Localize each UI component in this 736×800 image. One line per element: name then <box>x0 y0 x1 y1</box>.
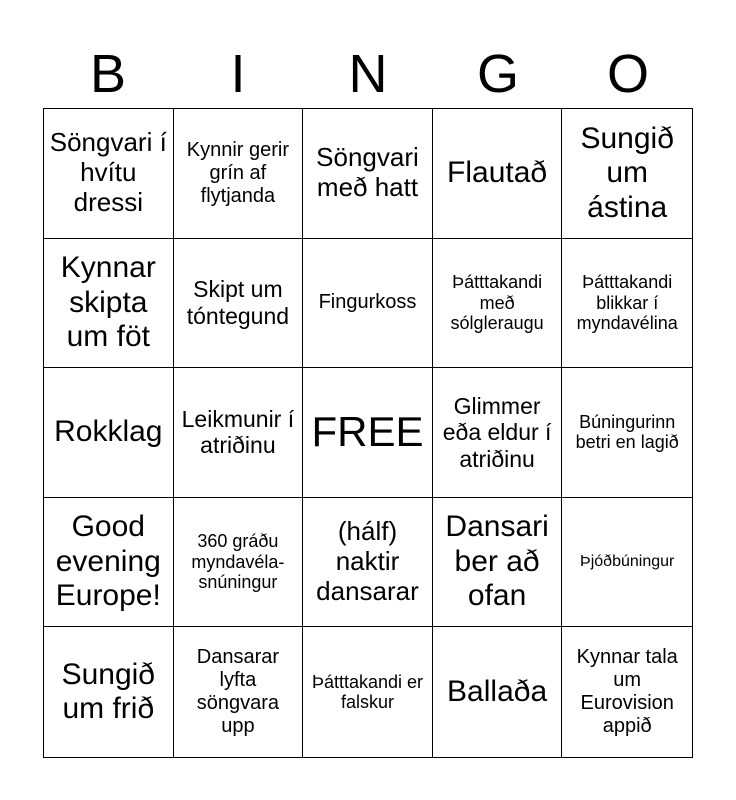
bingo-cell-r3-c4[interactable]: Glimmer eða eldur í atriðinu <box>433 368 563 498</box>
header-letter-g: G <box>476 44 519 104</box>
bingo-cell-r1-c2[interactable]: Kynnir gerir grín af flytjanda <box>174 109 304 239</box>
bingo-header <box>43 40 693 108</box>
bingo-cell-r3-c5[interactable]: Búningurinn betri en lagið <box>562 368 692 498</box>
bingo-cell-r1-c4[interactable]: Flautað <box>433 109 563 239</box>
bingo-cell-r2-c5[interactable]: Þátttakandi blikkar í myndavélina <box>562 239 692 369</box>
bingo-cell-r4-c1[interactable]: Good evening Europe! <box>44 498 174 628</box>
bingo-cell-r5-c3[interactable]: Þátttakandi er falskur <box>303 627 433 757</box>
bingo-cell-free[interactable]: FREE <box>303 368 433 498</box>
bingo-cell-r4-c3[interactable]: (hálf) naktir dansarar <box>303 498 433 628</box>
bingo-cell-r5-c5[interactable]: Kynnar tala um Eurovision appið <box>576 646 678 738</box>
header-letter-o: O <box>606 44 649 104</box>
bingo-cell-r2-c1[interactable]: Kynnar skipta um föt <box>44 239 174 369</box>
bingo-cell-r2-c2[interactable]: Skipt um tóntegund <box>174 239 304 369</box>
header-letter-i: I <box>230 44 246 104</box>
bingo-cell-r1-c1[interactable]: Söngvari í hvítu dressi <box>44 109 174 239</box>
bingo-cell-r5-c1[interactable]: Sungið um frið <box>44 627 174 757</box>
bingo-cell-r2-c3[interactable]: Fingurkoss <box>303 239 433 369</box>
bingo-cell-r4-c4[interactable]: Dansari ber að ofan <box>433 498 563 628</box>
bingo-cell-r4-c5[interactable]: Þjóðbúningur <box>562 498 692 628</box>
bingo-grid <box>43 108 693 758</box>
bingo-cell-r1-c3[interactable]: Söngvari með hatt <box>303 109 433 239</box>
bingo-cell-r1-c5[interactable]: Sungið um ástina <box>562 109 692 239</box>
bingo-cell-r3-c1[interactable]: Rokklag <box>44 368 174 498</box>
bingo-cell-r2-c4[interactable]: Þátttakandi með sólgleraugu <box>433 239 563 369</box>
bingo-cell-r5-c4[interactable]: Ballaða <box>433 627 563 757</box>
header-letter-n: N <box>348 44 388 104</box>
header-letter-b: B <box>89 44 127 104</box>
bingo-cell-r3-c2[interactable]: Leikmunir í atriðinu <box>174 368 304 498</box>
bingo-cell-r4-c2[interactable]: 360 gráðu myndavéla-snúningur <box>174 498 304 628</box>
bingo-cell-r5-c2[interactable]: Dansarar lyfta söngvara upp <box>174 627 304 757</box>
